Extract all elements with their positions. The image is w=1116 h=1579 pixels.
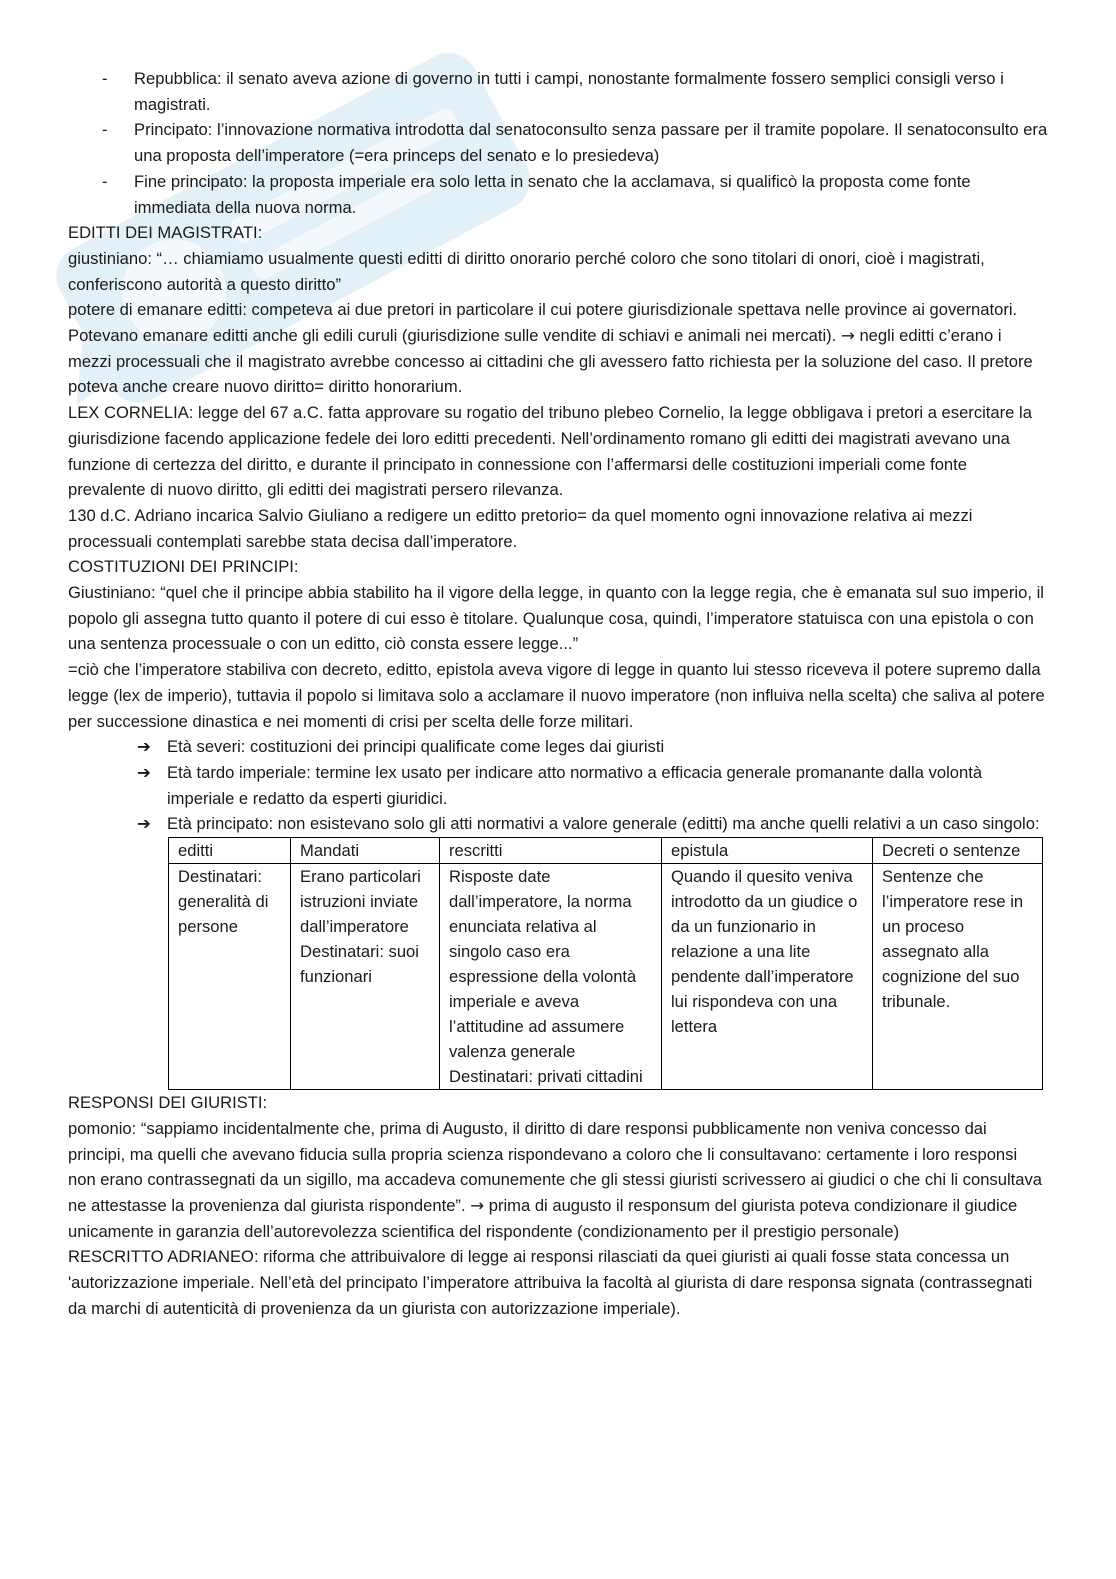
eras-bullet-list xyxy=(68,734,1048,837)
paragraph xyxy=(68,1116,1048,1245)
table-cell: Sentenze che l’imperatore rese in un proceso assegnato alla cognizione del suo tribunale. xyxy=(873,864,1043,1090)
table-header-cell: Mandati xyxy=(291,838,440,864)
paragraph: =ciò che l’imperatore stabiliva con decreto, editto, epistola aveva vigore di legge in quanto lui stesso riceveva il potere supremo dalla legge (lex de imperio), tuttavia il popolo si limitava solo a acclamare il nuovo imperatore (non influiva nella scelta) che saliva al potere per successione dinastica e nei momenti di crisi per scelta delle forze militari. xyxy=(68,660,1045,731)
table-header-cell: editti xyxy=(169,838,291,864)
table-header-row xyxy=(169,838,1043,864)
costituzioni-heading: COSTITUZIONI DEI PRINCIPI: xyxy=(68,557,299,577)
table-cell: Destinatari: generalità di persone xyxy=(169,864,291,1090)
list-item-text: Età principato: non esistevano solo gli atti normativi a valore generale (editti) ma anche quelli relativi a un caso singolo: xyxy=(167,814,1040,834)
paragraph: 130 d.C. Adriano incarica Salvio Giuliano a redigere un editto pretorio= da quel momento ogni innovazione relativa ai mezzi processuali contemplati sarebbe stata decisa dall’imperatore. xyxy=(68,505,973,551)
paragraph-text: negli editti c’erano i mezzi processuali che il magistrato avrebbe concesso ai cittadini che gli avessero fatto richiesta per la soluzione del caso. Il pretore poteva anche creare nuovo diritto= diritto honorarium. xyxy=(68,326,1033,397)
table-cell: Erano particolari istruzioni inviate dall’imperatore Destinatari: suoi funzionari xyxy=(291,864,440,1090)
list-item xyxy=(68,734,1048,760)
table-header-cell: epistula xyxy=(662,838,873,864)
list-item: - Repubblica: il senato aveva azione di governo in tutti i campi, nonostante formalmente fossero semplici consigli verso i magistrati. xyxy=(68,66,1048,117)
paragraph: Giustiniano: “quel che il principe abbia stabilito ha il vigore della legge, in quanto con la legge regia, che è emanata sul suo imperio, il popolo gli assegna tutto quanto il potere di cui esso è titolare. Qualunque cosa, quindi, l’imperatore statuisca con una epistola o con una sentenza processuale o con un editto, ciò consta essere legge...” xyxy=(68,583,1044,654)
list-item-text: Età severi: costituzioni dei principi qualificate come leges dai giuristi xyxy=(167,737,665,757)
arrow-right-icon: → xyxy=(840,326,855,346)
document-page xyxy=(68,66,1048,1321)
list-item-text: Età tardo imperiale: termine lex usato per indicare atto normativo a efficacia generale promanante dalla volontà imperiale e redatto da esperti giuridici. xyxy=(167,762,983,808)
arrow-right-icon: ➔ xyxy=(137,762,151,782)
paragraph-text: prima di augusto il responsum del giurista poteva condizionare il giudice unicamente in garanzia dell’autorevolezza scientifica del rispondente (condizionamento per il prestigio personale) xyxy=(68,1195,1018,1241)
constitutions-table xyxy=(168,837,1043,1090)
list-item: - Principato: l’innovazione normativa introdotta dal senatoconsulto senza passare per il tramite popolare. Il senatoconsulto era una proposta dell’imperatore (=era princeps del senato e lo presiedeva) xyxy=(68,117,1048,168)
paragraph: giustiniano: “… chiamiamo usualmente questi editti di diritto onorario perché coloro che sono titolari di onori, cioè i magistrati, conferiscono autorità a questo diritto” xyxy=(68,248,985,294)
table-row xyxy=(169,864,1043,1090)
table-header-cell: rescritti xyxy=(440,838,662,864)
arrow-right-icon: → xyxy=(470,1195,485,1215)
paragraph-text: potere di emanare editti: competeva ai due pretori in particolare il cui potere giurisdizionale spettava nelle province ai governatori. Potevano emanare editti anche gli edili curuli (giurisdizione sulle vendite di schiavi e animali nei mercati). xyxy=(68,300,1018,346)
paragraph xyxy=(68,297,1048,400)
editti-heading: EDITTI DEI MAGISTRATI: xyxy=(68,223,263,243)
table-cell: Risposte date dall’imperatore, la norma enunciata relativa al singolo caso era espressione della volontà imperiale e aveva l’attitudine ad assumere valenza generale Destinatari: privati cittadini xyxy=(440,864,662,1090)
paragraph: RESCRITTO ADRIANEO: riforma che attribuivalore di legge ai responsi rilasciati da quei giuristi ai quali fosse stata concessa un 'autorizzazione imperiale. Nell’età del principato l’imperatore attribuiva la facoltà al giurista di dare responsa signata (contrassegnati da marchi di autenticità di provenienza da un giurista con autorizzazione imperiale). xyxy=(68,1247,1033,1318)
arrow-right-icon: ➔ xyxy=(137,737,151,757)
republic-bullet-list xyxy=(68,66,1048,220)
responsi-heading: RESPONSI DEI GIURISTI: xyxy=(68,1093,268,1113)
paragraph-text: pomonio: “sappiamo incidentalmente che, prima di Augusto, il diritto di dare responsi pubblicamente non veniva concesso dai principi, ma quelli che avevano fiducia sulla propria scienza rispondevano a coloro che li consultavano: certamente i loro responsi non erano contrassegnati da un sigillo, ma accadeva comunemente che gli stessi giuristi scrivessero ai giudici o che chi li consultava ne attestasse la provenienza dal giurista rispondente”. xyxy=(68,1118,1043,1215)
table-cell: Quando il quesito veniva introdotto da un giudice o da un funzionario in relazione a una lite pendente dall’imperatore lui rispondeva con una lettera xyxy=(662,864,873,1090)
arrow-right-icon: ➔ xyxy=(137,814,151,834)
list-item xyxy=(68,811,1048,837)
list-item xyxy=(68,760,1048,811)
list-item: - Fine principato: la proposta imperiale era solo letta in senato che la acclamava, si qualificò la proposta come fonte immediata della nuova norma. xyxy=(68,169,1048,220)
table-header-cell: Decreti o sentenze xyxy=(873,838,1043,864)
paragraph: LEX CORNELIA: legge del 67 a.C. fatta approvare su rogatio del tribuno plebeo Cornelio, la legge obbligava i pretori a esercitare la giurisdizione facendo applicazione fedele dei loro editti precedenti. Nell’ordinamento romano gli editti dei magistrati avevano una funzione di certezza del diritto, e durante il principato in connessione con l’affermarsi delle costituzioni imperiali come fonte prevalente di nuovo diritto, gli editti dei magistrati persero rilevanza. xyxy=(68,403,1032,500)
